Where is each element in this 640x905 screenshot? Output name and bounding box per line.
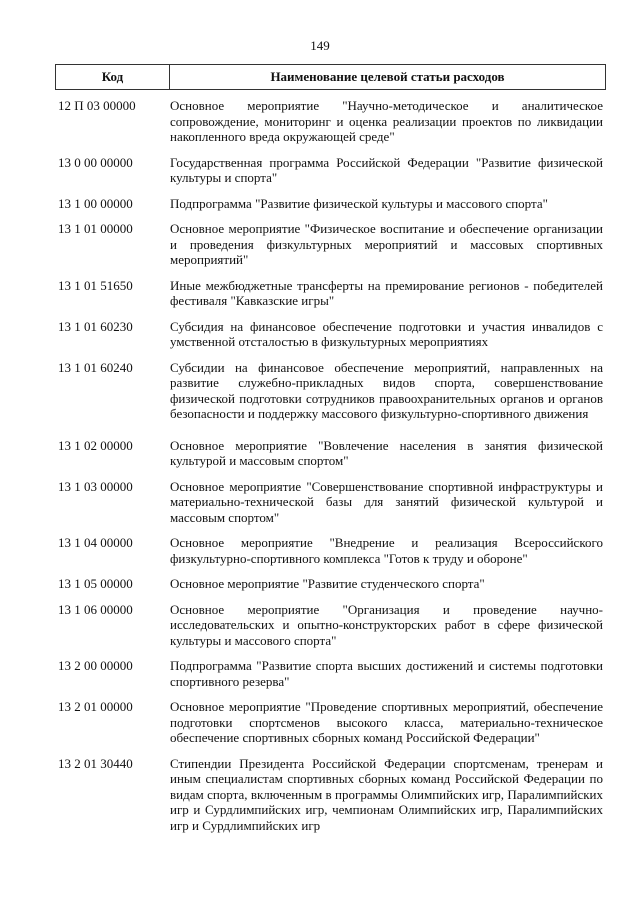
table-body: [58, 98, 603, 833]
table-row: [58, 98, 603, 145]
row-name: Основное мероприятие "Организация и проведение научно-исследовательских и опытно-конструкторских работ в сфере физической культуры и массового спорта": [170, 601, 603, 648]
row-name: Основное мероприятие "Физическое воспитание и обеспечение организации и проведения физкультурных мероприятий и массовых спортивных мероприятий": [170, 221, 603, 267]
row-code: 13 1 00 00000: [58, 195, 133, 211]
table-row: [58, 221, 603, 268]
row-name: Субсидия на финансовое обеспечение подготовки и участия инвалидов с умственной отсталостью в физкультурных мероприятиях: [170, 318, 603, 349]
page-number: 149: [310, 38, 330, 53]
table-row: [58, 155, 603, 186]
row-name: Стипендии Президента Российской Федерации спортсменам, тренерам и иным специалистам спортивных сборных команд Российской Федерации по видам спорта, включенным в программы Олимпийских игр, Паралимпийских игр и Сурдлимпийских игр, чемпионам Олимпийских игр, Паралимпийских игр и Сурдлимпийских игр: [170, 755, 603, 833]
row-name: Государственная программа Российской Федерации "Развитие физической культуры и спорта": [170, 154, 603, 185]
row-code: 13 2 00 00000: [58, 658, 133, 673]
row-code: 13 1 06 00000: [58, 601, 133, 617]
row-code: 13 1 04 00000: [58, 535, 133, 550]
row-code: 13 1 05 00000: [58, 576, 133, 591]
row-name: Основное мероприятие "Проведение спортивных мероприятий, обеспечение подготовки спортсменов высокого класса, материально-техническое обеспечение спортивных сборных команд Российской Федерации": [170, 699, 603, 745]
row-code: 13 1 01 00000: [58, 221, 133, 236]
row-name: Субсидии на финансовое обеспечение мероприятий, направленных на развитие служебно-прикладных видов спорта, совершенствование физической подготовки сотрудников правоохранительных органов и органов безопасности и поддержку массового физкультурно-спортивного движения: [170, 359, 603, 421]
row-name: Основное мероприятие "Развитие студенческого спорта": [170, 576, 485, 591]
row-name: Основное мероприятие "Внедрение и реализация Всероссийского физкультурно-спортивного комплекса "Готов к труду и обороне": [170, 535, 603, 566]
row-name: Основное мероприятие "Совершенствование спортивной инфраструктуры и материально-технической базы для занятий физической культурой и массовым спортом": [170, 478, 603, 525]
table-header: [55, 64, 606, 90]
table-row: [58, 658, 603, 689]
row-code: 13 2 01 00000: [58, 699, 133, 714]
row-name: Основное мероприятие "Вовлечение населения в занятия физической культурой и массовым спортом": [170, 437, 603, 468]
row-name: Иные межбюджетные трансферты на премирование регионов - победителей фестиваля "Кавказские игры": [170, 277, 603, 308]
row-code: 13 2 01 30440: [58, 755, 133, 771]
table-row: [58, 278, 603, 309]
row-name: Подпрограмма "Развитие физической культуры и массового спорта": [170, 195, 548, 211]
table-row: [58, 535, 603, 566]
table-row: [58, 699, 603, 746]
header-name: Наименование целевой статьи расходов: [270, 69, 505, 84]
table-row: [58, 479, 603, 526]
row-code: 13 1 01 60230: [58, 318, 133, 334]
row-code: 13 0 00 00000: [58, 154, 133, 170]
table-row: [58, 576, 603, 592]
row-code: 13 1 01 51650: [58, 277, 133, 293]
table-row: [58, 360, 603, 422]
table-row: [58, 438, 603, 469]
row-name: Основное мероприятие "Научно-методическое и аналитическое сопровождение, мониторинг и оценка реализации проектов по ликвидации накопленного вреда окружающей среде": [170, 98, 603, 144]
table-row: [58, 602, 603, 649]
table-row: [58, 756, 603, 834]
header-code: Код: [56, 65, 170, 89]
table-row: [58, 319, 603, 350]
table-row: [58, 196, 603, 212]
row-code: 12 П 03 00000: [58, 98, 136, 113]
row-name: Подпрограмма "Развитие спорта высших достижений и системы подготовки спортивного резерва": [170, 658, 603, 689]
row-code: 13 1 01 60240: [58, 359, 133, 375]
row-code: 13 1 03 00000: [58, 478, 133, 494]
row-code: 13 1 02 00000: [58, 437, 133, 453]
